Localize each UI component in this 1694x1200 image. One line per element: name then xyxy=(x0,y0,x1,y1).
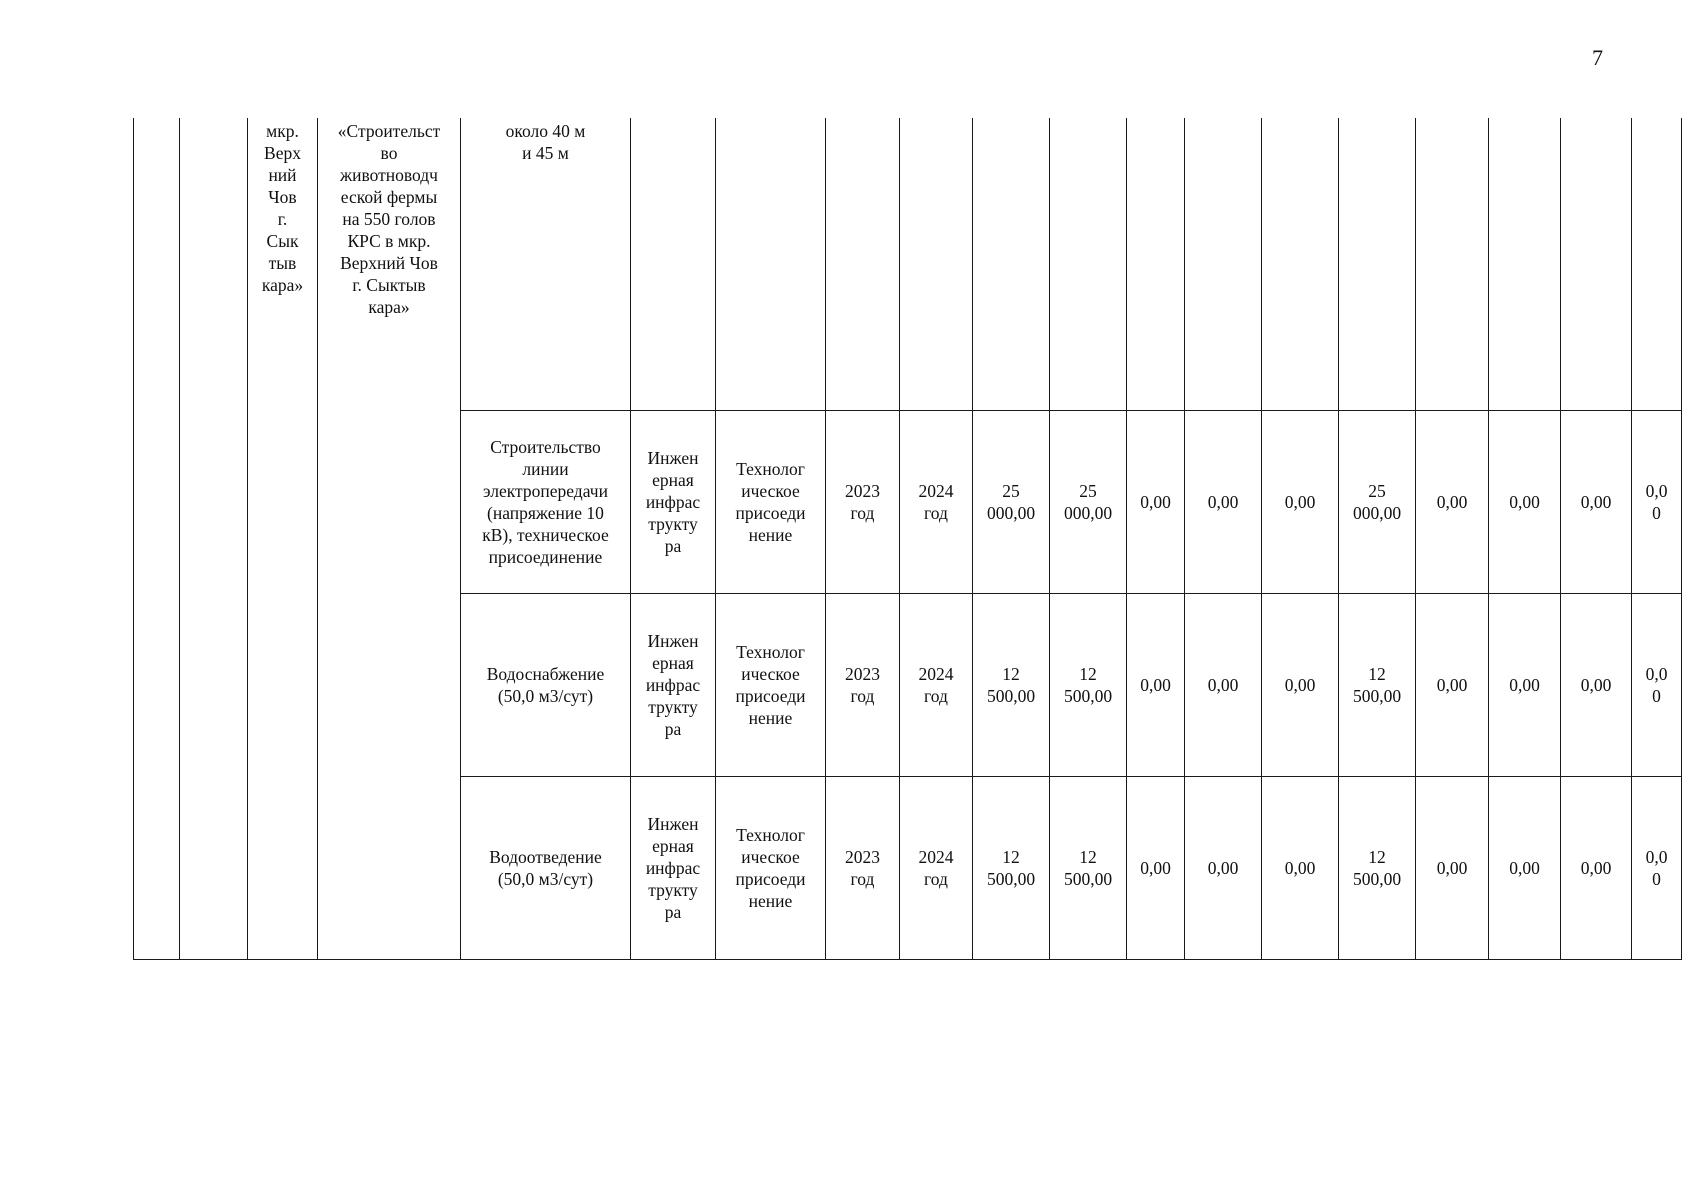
cell-text-line: ра xyxy=(664,902,682,922)
page-number: 7 xyxy=(1592,45,1603,70)
cell-empty xyxy=(716,118,826,411)
cell-value: 0,00 xyxy=(1127,594,1185,777)
cell-value xyxy=(973,594,1050,777)
cell-empty xyxy=(631,118,716,411)
cell-text-line: ическое xyxy=(741,664,800,684)
cell-text-line: Технолог xyxy=(736,642,805,662)
cell-text-line: на 550 голов xyxy=(342,209,436,229)
cell-text-line: трукту xyxy=(648,880,698,900)
cell-value: 0,00 xyxy=(1561,411,1632,594)
cell-text-line: 2023 xyxy=(845,481,880,501)
cell-text-line: (50,0 м3/сут) xyxy=(497,869,594,889)
cell-text-line: 000,00 xyxy=(1352,503,1402,523)
cell-value: 0,00 xyxy=(1489,594,1561,777)
cell-text-line: около 40 м xyxy=(505,121,586,141)
cell-text-line: 500,00 xyxy=(1352,869,1402,889)
cell-text-line: 500,00 xyxy=(1352,686,1402,706)
cell-text-line: инфрас xyxy=(645,675,701,695)
cell-empty xyxy=(1561,118,1632,411)
cell-value: 0,00 xyxy=(1185,777,1262,960)
cell-project xyxy=(318,118,461,960)
cell-text-line: присоединение xyxy=(488,547,603,567)
table-row xyxy=(134,118,1682,411)
cell-text-line: ерная xyxy=(652,836,694,856)
cell-start xyxy=(826,777,900,960)
cell-text-line: Водоснабжение xyxy=(486,664,605,684)
cell-text-line: ра xyxy=(664,536,682,556)
table-body xyxy=(134,118,1682,960)
cell-empty xyxy=(1416,118,1489,411)
cell-text-line: кара» xyxy=(368,297,410,317)
cell-distance xyxy=(461,118,631,411)
cell-location xyxy=(248,118,318,960)
cell-value: 0,00 xyxy=(1185,594,1262,777)
cell-text-line: Технолог xyxy=(736,825,805,845)
cell-text-line: животноводч xyxy=(340,165,438,185)
cell-type xyxy=(716,777,826,960)
cell-value xyxy=(1339,594,1416,777)
cell-text-line: 2024 xyxy=(918,664,954,684)
cell-end xyxy=(900,594,973,777)
cell-value xyxy=(973,777,1050,960)
cell-text-line: 0 xyxy=(1652,869,1661,889)
cell-text-line: 12 xyxy=(1079,664,1097,684)
cell-text-line: ическое xyxy=(741,847,800,867)
cell-text-line: год xyxy=(850,503,875,523)
cell-category xyxy=(631,777,716,960)
cell-value xyxy=(1050,594,1127,777)
cell-empty xyxy=(1050,118,1127,411)
cell-value: 0,00 xyxy=(1262,411,1339,594)
cell-text-line: ерная xyxy=(652,470,694,490)
cell-value: 0,00 xyxy=(1416,411,1489,594)
cell-category xyxy=(631,411,716,594)
cell-text-line: (напряжение 10 xyxy=(487,503,604,523)
cell-text-line: инфрас xyxy=(645,858,701,878)
cell-value: 0,00 xyxy=(1127,777,1185,960)
cell-text-line: тыв xyxy=(268,253,297,273)
cell-text-line: 2024 xyxy=(918,481,954,501)
cell-value xyxy=(1050,777,1127,960)
cell-value xyxy=(1632,594,1682,777)
cell-name xyxy=(461,594,631,777)
cell-value xyxy=(973,411,1050,594)
cell-text-line: присоеди xyxy=(735,503,806,523)
cell-empty xyxy=(973,118,1050,411)
cell-text-line: 0,0 xyxy=(1645,664,1668,684)
cell-end xyxy=(900,411,973,594)
cell-text-line: 25 xyxy=(1368,481,1386,501)
cell-text-line: 0,0 xyxy=(1645,481,1668,501)
cell-value xyxy=(1632,777,1682,960)
cell-empty xyxy=(1632,118,1682,411)
cell-text-line: Сык xyxy=(266,231,299,251)
cell-value: 0,00 xyxy=(1561,594,1632,777)
cell-text-line: 500,00 xyxy=(986,686,1036,706)
cell-start xyxy=(826,594,900,777)
cell-text-line: ра xyxy=(664,719,682,739)
cell-text-line: линии xyxy=(522,459,569,479)
cell-text-line: трукту xyxy=(648,514,698,534)
cell-text-line: Верх xyxy=(264,143,301,163)
cell-empty xyxy=(826,118,900,411)
cell-text-line: во xyxy=(380,143,398,163)
cell-text-line: 12 xyxy=(1368,847,1386,867)
cell-text-line: ерная xyxy=(652,653,694,673)
cell-text-line: Инжен xyxy=(647,448,699,468)
cell-text-line: 500,00 xyxy=(986,869,1036,889)
cell-text-line: 0 xyxy=(1652,503,1661,523)
cell-text-line: Технолог xyxy=(736,459,805,479)
cell-text-line: 12 xyxy=(1368,664,1386,684)
cell-start xyxy=(826,411,900,594)
cell-text-line: 25 xyxy=(1079,481,1097,501)
cell-value: 0,00 xyxy=(1127,411,1185,594)
cell-name xyxy=(461,411,631,594)
cell-text-line: (50,0 м3/сут) xyxy=(497,686,594,706)
cell-empty xyxy=(1339,118,1416,411)
cell-value: 0,00 xyxy=(1262,777,1339,960)
cell-text-line: г. xyxy=(277,209,288,229)
cell-empty xyxy=(1262,118,1339,411)
cell-text-line: год xyxy=(924,503,948,523)
cell-text-line: 12 xyxy=(1002,847,1020,867)
cell-end xyxy=(900,777,973,960)
cell-text-line: ний xyxy=(268,165,297,185)
cell-text-line: год xyxy=(924,869,948,889)
cell-text-line: нение xyxy=(748,525,793,545)
cell-text-line: нение xyxy=(748,708,793,728)
cell-text-line: 500,00 xyxy=(1063,686,1113,706)
cell-text-line: инфрас xyxy=(645,492,701,512)
cell-value: 0,00 xyxy=(1561,777,1632,960)
cell-text-line: г. Сыктыв xyxy=(352,275,426,295)
cell-empty xyxy=(1127,118,1185,411)
cell-text-line: Инжен xyxy=(647,814,699,834)
cell-text-line: КРС в мкр. xyxy=(347,231,431,251)
cell-text-line: «Строительст xyxy=(337,121,441,141)
cell-text-line: Строительство xyxy=(490,437,601,457)
cell-blank-1 xyxy=(134,118,180,960)
cell-text-line: электропередачи xyxy=(483,481,608,501)
cell-value xyxy=(1339,411,1416,594)
cell-empty xyxy=(1185,118,1262,411)
cell-text-line: Водоотведение xyxy=(489,847,602,867)
cell-type xyxy=(716,411,826,594)
cell-empty xyxy=(900,118,973,411)
cell-text-line: год xyxy=(924,686,948,706)
cell-type xyxy=(716,594,826,777)
cell-text-line: мкр. xyxy=(266,121,299,141)
cell-text-line: 12 xyxy=(1002,664,1020,684)
cell-text-line: ическое xyxy=(741,481,800,501)
cell-text-line: 2023 xyxy=(845,847,880,867)
cell-value xyxy=(1339,777,1416,960)
cell-text-line: 500,00 xyxy=(1063,869,1113,889)
cell-text-line: и 45 м xyxy=(522,143,569,163)
cell-text-line: 0,0 xyxy=(1645,847,1668,867)
cell-text-line: Верхний Чов xyxy=(340,253,438,273)
cell-category xyxy=(631,594,716,777)
cell-text-line: Инжен xyxy=(647,631,699,651)
cell-text-line: нение xyxy=(748,891,793,911)
cell-text-line: кара» xyxy=(261,275,304,295)
cell-value: 0,00 xyxy=(1416,594,1489,777)
cell-value: 0,00 xyxy=(1416,777,1489,960)
cell-text-line: 000,00 xyxy=(1063,503,1113,523)
cell-text-line: Чов xyxy=(268,187,297,207)
cell-blank-2 xyxy=(180,118,248,960)
cell-value: 0,00 xyxy=(1489,777,1561,960)
cell-text-line: присоеди xyxy=(735,686,806,706)
cell-text-line: 2023 xyxy=(845,664,880,684)
cell-text-line: 000,00 xyxy=(986,503,1036,523)
cell-value: 0,00 xyxy=(1489,411,1561,594)
cell-value: 0,00 xyxy=(1262,594,1339,777)
cell-text-line: кВ), техническое xyxy=(482,525,609,545)
cell-value xyxy=(1632,411,1682,594)
cell-text-line: еской фермы xyxy=(340,187,438,207)
cell-text-line: трукту xyxy=(648,697,698,717)
cell-text-line: 0 xyxy=(1652,686,1661,706)
data-table xyxy=(133,118,1682,960)
cell-value xyxy=(1050,411,1127,594)
cell-text-line: год xyxy=(850,686,875,706)
cell-name xyxy=(461,777,631,960)
cell-text-line: год xyxy=(850,869,875,889)
cell-text-line: присоеди xyxy=(735,869,806,889)
cell-value: 0,00 xyxy=(1185,411,1262,594)
cell-empty xyxy=(1489,118,1561,411)
cell-text-line: 2024 xyxy=(918,847,954,867)
cell-text-line: 12 xyxy=(1079,847,1097,867)
cell-text-line: 25 xyxy=(1002,481,1020,501)
